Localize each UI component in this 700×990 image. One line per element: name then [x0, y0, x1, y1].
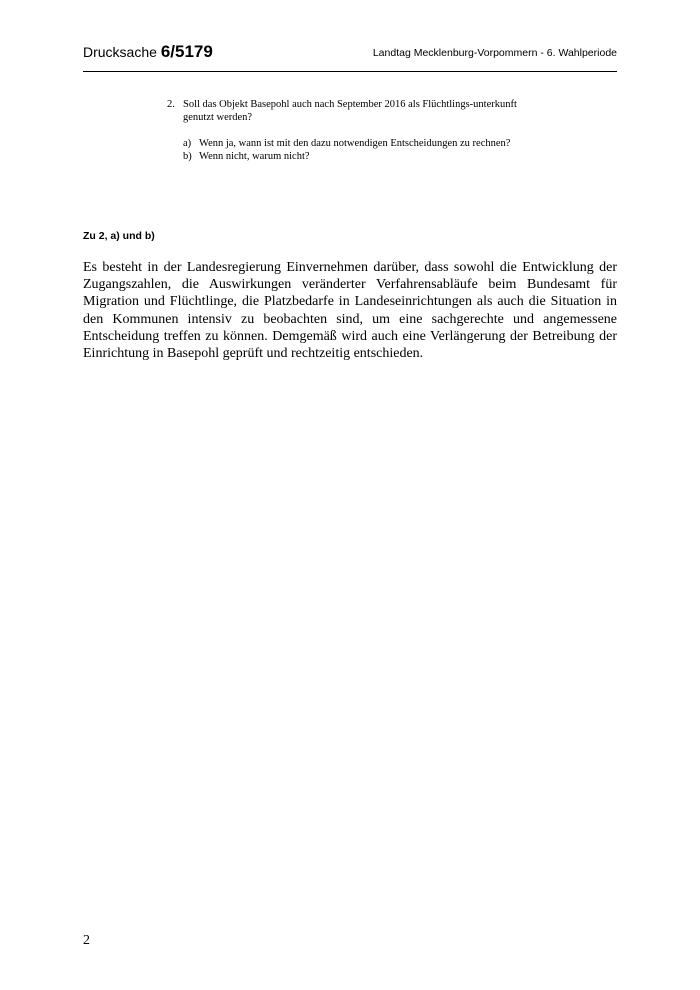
- document-number: 6/5179: [160, 42, 213, 61]
- page-number: 2: [83, 933, 90, 948]
- sub-question-text: Wenn nicht, warum nicht?: [199, 151, 310, 162]
- page-header: [83, 40, 617, 70]
- parliament-title: Landtag Mecklenburg-Vorpommern - 6. Wahlperiode: [372, 47, 617, 59]
- question-number: 2.: [167, 99, 175, 110]
- sub-question-marker: a): [183, 138, 192, 149]
- sub-question-a: [183, 137, 527, 150]
- sub-question-marker: b): [183, 151, 192, 162]
- document-id: [83, 42, 213, 62]
- sub-question-b: [183, 150, 527, 163]
- header-divider: [83, 71, 617, 72]
- sub-question-text: Wenn ja, wann ist mit den dazu notwendigen Entscheidungen zu rechnen?: [199, 138, 511, 149]
- sub-question-list: [167, 137, 527, 163]
- question-text: Soll das Objekt Basepohl auch nach September 2016 als Flüchtlings-unterkunft genutzt werden?: [183, 99, 517, 123]
- answer-body: Es besteht in der Landesregierung Einvernehmen darüber, dass sowohl die Entwicklung der Zugangszahlen, die Auswirkungen veränderter Verfahrensabläufe beim Bundesamt für Migration und Flüchtlinge, die Platzbedarfe in Landeseinrichtungen als auch die Situation in den Kommunen intensiv zu beobachten sind, um eine sachgerechte und angemessene Entscheidung treffen zu können. Demgemäß wird auch eine Verlängerung der Betreibung der Einrichtung in Basepohl geprüft und rechtzeitig entschieden.: [83, 260, 617, 362]
- question-main: [167, 98, 527, 124]
- document-label: Drucksache: [83, 44, 157, 60]
- answer-heading: Zu 2, a) und b): [83, 230, 155, 242]
- question-block: [167, 98, 527, 163]
